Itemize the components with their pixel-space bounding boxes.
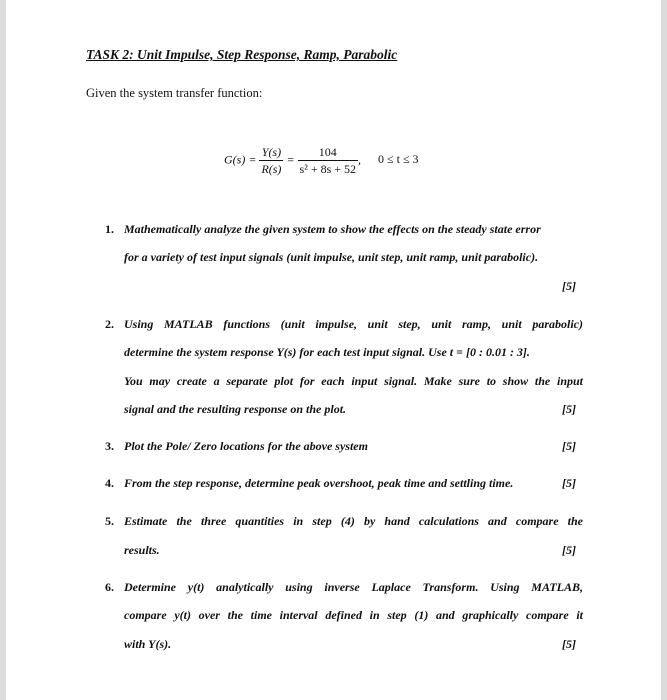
task-3-mark: [5] xyxy=(562,439,576,453)
eq-sign: = xyxy=(286,152,295,167)
task-4-mark: [5] xyxy=(562,476,576,490)
task-3-number: 3. xyxy=(105,439,114,453)
task-2-mark: [5] xyxy=(562,402,576,416)
task-4-number: 4. xyxy=(105,476,114,490)
task-1-line-2: for a variety of test input signals (unit impulse, unit step, unit ramp, unit parabolic). xyxy=(124,250,539,264)
eq-lhs: G(s) = xyxy=(224,152,257,167)
task-2-line-3: You may create a separate plot for each input signal. Make sure to show the input xyxy=(124,374,583,388)
task-1-mark: [5] xyxy=(562,279,576,293)
task-6-line-3: with Y(s). xyxy=(124,637,172,651)
task-6-mark: [5] xyxy=(562,637,576,651)
task-title: TASK 2: Unit Impulse, Step Response, Ramp, Parabolic xyxy=(86,47,398,62)
task-1-line-1: Mathematically analyze the given system to show the effects on the steady state error xyxy=(124,222,541,236)
task-1-number: 1. xyxy=(105,222,114,236)
task-4-line-1: From the step response, determine peak overshoot, peak time and settling time. xyxy=(124,476,514,490)
task-3-line-1: Plot the Pole/ Zero locations for the above system xyxy=(124,439,368,453)
task-6-number: 6. xyxy=(105,580,114,594)
document-page xyxy=(6,0,661,700)
time-range: 0 ≤ t ≤ 3 xyxy=(378,152,419,167)
task-6-line-1: Determine y(t) analytically using inverse Laplace Transform. Using MATLAB, xyxy=(124,580,583,594)
task-6-line-2: compare y(t) over the time interval defined in step (1) and graphically compare it xyxy=(124,608,583,622)
task-2-number: 2. xyxy=(105,317,114,331)
ratio-numerator: Y(s) xyxy=(259,145,283,161)
ratio-fraction xyxy=(259,145,283,176)
intro-text: Given the system transfer function: xyxy=(86,86,263,100)
task-5-mark: [5] xyxy=(562,543,576,557)
ratio-denominator: R(s) xyxy=(261,162,282,176)
tf-numerator: 104 xyxy=(298,145,358,161)
task-2-line-2: determine the system response Y(s) for each test input signal. Use t = [0 : 0.01 : 3]. xyxy=(124,345,530,359)
transfer-function xyxy=(224,145,419,176)
task-5-number: 5. xyxy=(105,514,114,528)
task-2-line-1: Using MATLAB functions (unit impulse, unit step, unit ramp, unit parabolic) xyxy=(124,317,583,331)
task-5-line-1: Estimate the three quantities in step (4) by hand calculations and compare the xyxy=(124,514,583,528)
task-2-line-4: signal and the resulting response on the plot. xyxy=(124,402,347,416)
tf-fraction xyxy=(298,145,358,176)
tf-denominator: s² + 8s + 52 xyxy=(299,162,357,176)
task-5-line-2: results. xyxy=(124,543,160,557)
eq-comma: , xyxy=(358,152,362,167)
